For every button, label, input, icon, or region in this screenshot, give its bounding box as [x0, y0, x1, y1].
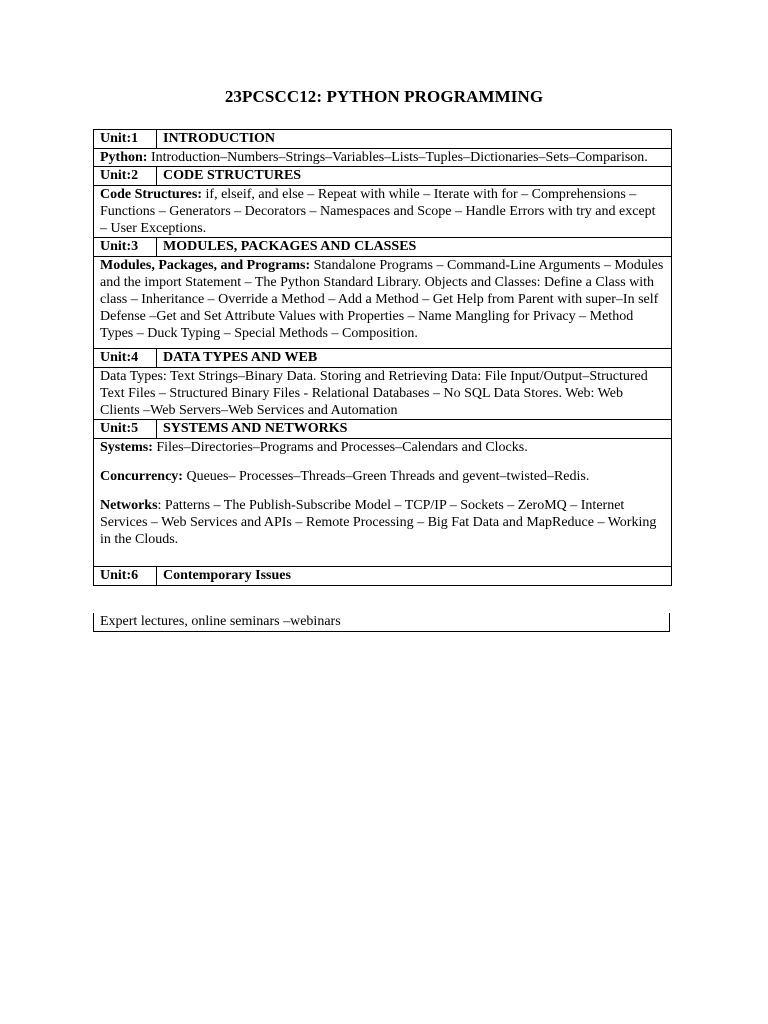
unit-content-row [94, 368, 672, 420]
unit-number: Unit:6 [94, 567, 157, 586]
unit-content-row [94, 257, 672, 349]
syllabus-table [93, 129, 672, 586]
paragraph-lead: Systems: [100, 440, 153, 455]
unit-content-row [94, 186, 672, 238]
unit-content [94, 149, 672, 167]
unit-number: Unit:3 [94, 238, 157, 257]
unit-header-row [94, 567, 672, 586]
paragraph-text: Standalone Programs – Command-Line Arguments – Modules and the import Statement – The Python Standard Library. Objects and Classes: Define a Class with class – Inheritance – Override a Method – Add a Method – Get Help from Parent with super–In self Defense –Get and Set Attribute Values with Properties – Name Mangling for Privacy – Method Types – Duck Typing – Special Methods – Composition. [100, 258, 664, 341]
unit-content-row [94, 149, 672, 167]
unit-title: SYSTEMS AND NETWORKS [157, 420, 672, 439]
unit-header-row [94, 130, 672, 149]
unit-number: Unit:1 [94, 130, 157, 149]
paragraph-text: Files–Directories–Programs and Processes–Calendars and Clocks. [152, 440, 528, 455]
content-paragraph [100, 149, 665, 166]
unit-content: Expert lectures, online seminars –webinars [93, 613, 670, 632]
content-paragraph [100, 439, 665, 456]
unit-number: Unit:2 [94, 167, 157, 186]
paragraph-lead: Python: [100, 150, 148, 165]
unit-title: DATA TYPES AND WEB [157, 349, 672, 368]
unit-number: Unit:5 [94, 420, 157, 439]
unit-header-row [94, 167, 672, 186]
content-paragraph [100, 497, 665, 548]
content-paragraph [100, 186, 665, 237]
unit-title: CODE STRUCTURES [157, 167, 672, 186]
unit-header-row [94, 420, 672, 439]
unit-title: Contemporary Issues [157, 567, 672, 586]
unit-content [94, 439, 672, 567]
unit-number: Unit:4 [94, 349, 157, 368]
paragraph-lead: Code Structures: [100, 187, 203, 202]
unit-header-row [94, 238, 672, 257]
unit-header-row [94, 349, 672, 368]
content-paragraph [100, 257, 665, 342]
paragraph-lead: Networks [100, 498, 158, 513]
page-title: 23PCSCC12: PYTHON PROGRAMMING [224, 87, 544, 106]
content-paragraph [100, 368, 665, 419]
unit-content [94, 186, 672, 238]
paragraph-lead: Concurrency: [100, 469, 183, 484]
paragraph-text: if, elseif, and else – Repeat with while – Iterate with for – Comprehensions – Functions – Generators – Decorators – Namespaces and Scope – Handle Errors with try and except – User Exceptions. [100, 187, 656, 236]
paragraph-text: Introduction–Numbers–Strings–Variables–Lists–Tuples–Dictionaries–Sets–Comparison. [147, 150, 648, 165]
paragraph-text: Data Types: Text Strings–Binary Data. Storing and Retrieving Data: File Input/Output–Structured Text Files – Structured Binary Files - Relational Databases – No SQL Data Stores. Web: Web Clients –Web Servers–Web Services and Automation [100, 369, 648, 418]
unit-content [94, 368, 672, 420]
paragraph-lead: Modules, Packages, and Programs: [100, 258, 311, 273]
unit-content-row [94, 439, 672, 567]
unit-title: INTRODUCTION [157, 130, 672, 149]
unit-title: MODULES, PACKAGES AND CLASSES [157, 238, 672, 257]
content-paragraph [100, 468, 665, 485]
unit-content [94, 257, 672, 349]
paragraph-text: : Patterns – The Publish-Subscribe Model – TCP/IP – Sockets – ZeroMQ – Internet Services – Web Services and APIs – Remote Processing – Big Fat Data and MapReduce – Working in the Clouds. [100, 498, 657, 547]
paragraph-text: Queues– Processes–Threads–Green Threads and gevent–twisted–Redis. [182, 469, 590, 484]
